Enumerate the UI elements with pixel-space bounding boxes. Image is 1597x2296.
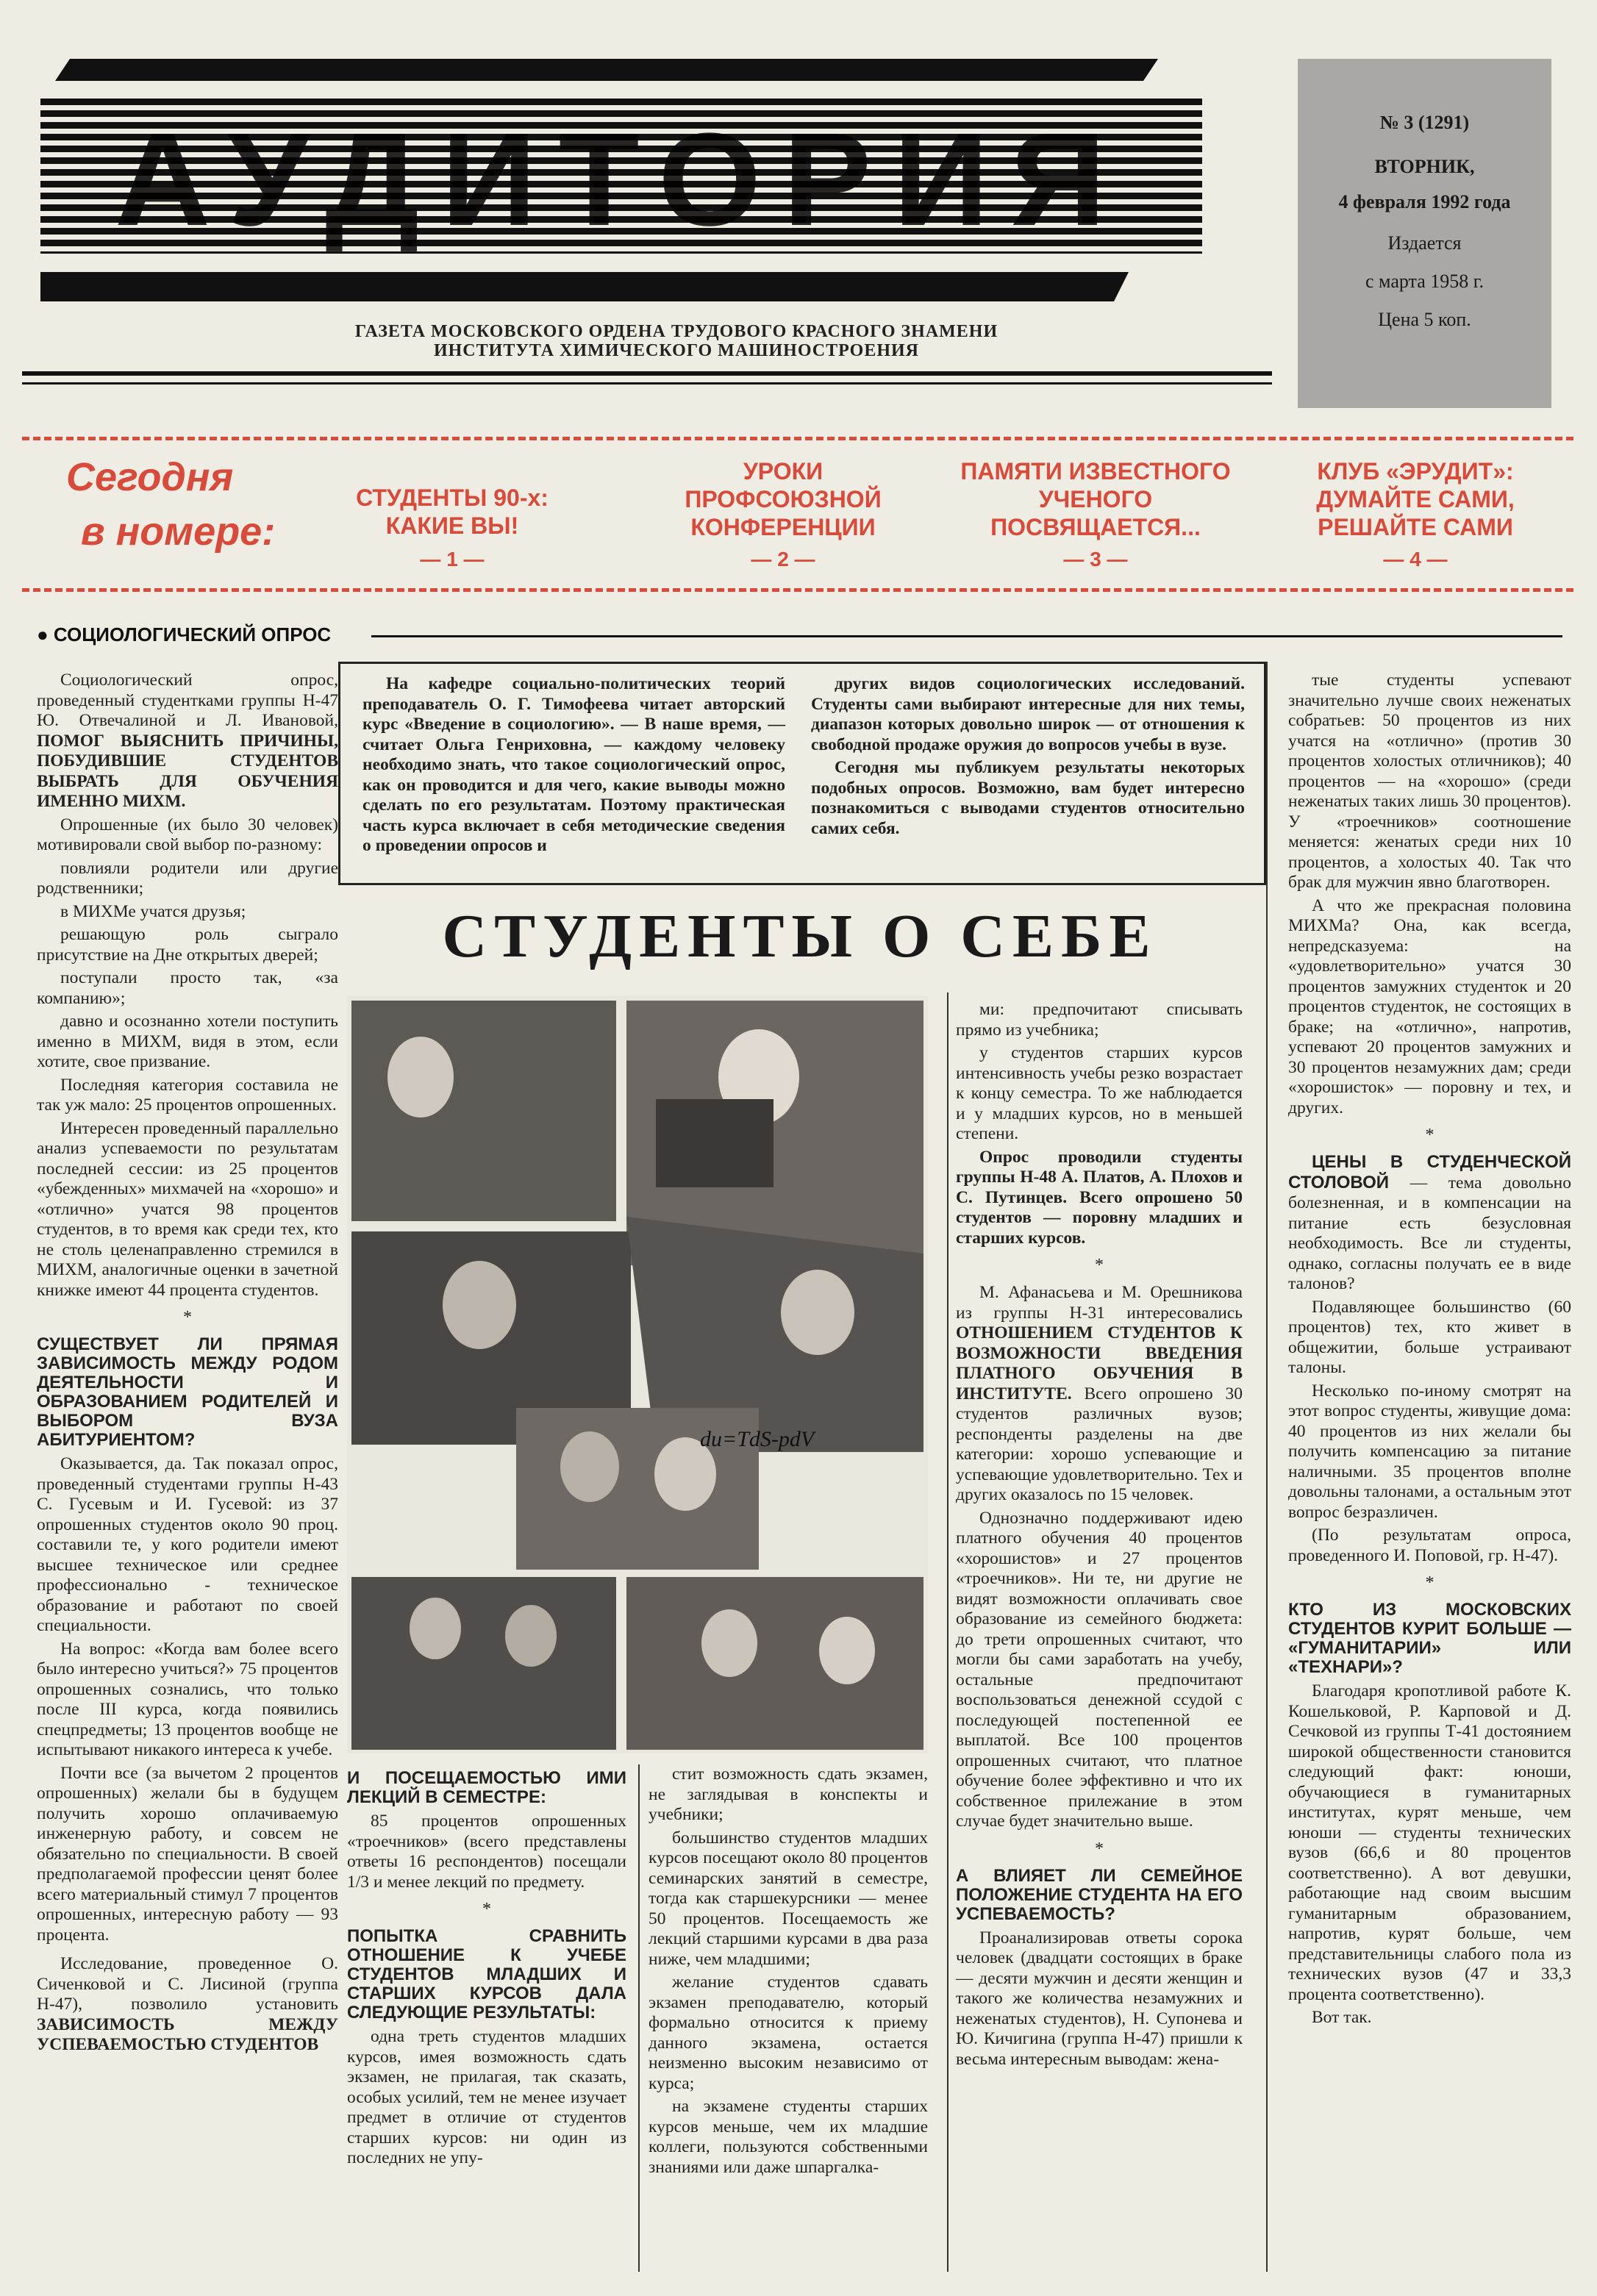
article-text: Подавляющее большинство (60 процентов) тех, кто живет в общежитии, больше устраивают талоны. [1288, 1297, 1571, 1377]
toc-item-2[interactable] [643, 457, 923, 541]
article-text: 85 процентов опрошенных «троечников» (всего представлены ответы 16 респондентов) посещали 1/3 и менее лекций по предмету. [347, 1812, 626, 1892]
published-since-label: Издается [1387, 232, 1462, 254]
section-label: ● СОЦИОЛОГИЧЕСКИЙ ОПРОС [37, 623, 332, 645]
article-text: Опрошенные (их было 30 человек) мотивировали свой выбор по-разному: [37, 815, 338, 854]
article-text: На вопрос: «Когда вам более всего было интересно учиться?» 75 процентов опрошенных сознались, что только после III курса, когда появились спецпредметы; 13 процентов вообще не испытывают никакого интереса к учебе. [37, 1639, 338, 1759]
issue-date: 4 февраля 1992 года [1338, 191, 1511, 212]
article-text: тые студенты успевают значительно лучше своих неженатых собратьев: 50 процентов из них учатся на «отлично» (против 30 процентов холостых отличников); 40 процентов — на «хорошо» (среди неженатых таких лишь 30 процентов). У «троечников» соотношение меняется: женатых среди них 10 процентов, а холостых 40. Так что брак для мужчин явно благотворен. [1288, 670, 1571, 892]
article-text: Интересен проведенный параллельно анализ успеваемости по результатам последней сессии: из 25 процентов «убежденных» михмачей на «хорошо» и «отлично» учатся 98 процентов студентов, в то время как среди тех, кто не столь целенаправленно стремился в МИХМ, аналогичные оценки в зачетной книжке имеют 44 процента студентов. [37, 1118, 338, 1300]
column-4 [956, 1000, 1243, 2073]
intro-left-text [362, 674, 785, 859]
article-text: решающую роль сыграло присутствие на Дне открытых дверей; [37, 925, 338, 965]
article-text: Социологический опрос, проведенный студентками группы Н-47 Ю. Отвечалиной и Л. Ивановой, [37, 670, 338, 730]
column-3 [649, 1764, 928, 2181]
article-text: Вот так. [1312, 2008, 1372, 2027]
section-rule [371, 635, 1562, 637]
article-lead-bold: ЗАВИСИМОСТЬ МЕЖДУ УСПЕВАЕМОСТЬЮ СТУДЕНТОВ [37, 2014, 338, 2054]
toc-item-1[interactable] [312, 484, 592, 540]
intro-text: других видов социологических исследований. Студенты сами выбирают интересные для них темы, диапазон которых довольно широк — от отношения к свободной продаже оружия до вопросов учебы в вузе. [811, 674, 1245, 754]
intro-text: Сегодня мы публикуем результаты некоторых подобных опросов. Возможно, вам будет интересно познакомиться с выводами студентов относительно самих себя. [811, 758, 1245, 838]
article-text: Проанализировав ответы сорока человек (двадцати состоящих в браке — десяти мужчин и десяти женщин и такого же количества незамужних и неженатых студентов), Н. Супонева и Ю. Кичигина (группа Н-47) пришли к весьма интересным выводам: жена- [956, 1928, 1243, 2069]
separator-star: * [1095, 1256, 1104, 1275]
article-text: Благодаря кропотливой работе К. Кошельковой, Р. Карповой и Д. Сечковой из группы Т-41 достоянием широкой общественности становится следующий факт: юноши, обучающиеся в гуманитарных институтах, курят меньше, чем юноши — студенты технических вузов (66,6 и 80 процентов соответственно). А вот девушки, работающие над своим высшим гуманитарным образованием, напротив, курят больше, чем представительницы слабого пола из технических вузов (47 и 33,3 процента соответственно). [1288, 1681, 1571, 2004]
article-text: Почти все (за вычетом 2 процентов опрошенных) желали бы в будущем получить хорошо оплачиваемую инженерную работу, и совсем не обязательно по специальности. В своей предполагаемой профессии ценят более всего материальный стимул 7 процентов опрошенных, интересную работу — 93 процента. [37, 1763, 338, 1945]
toc-item-line: ПОСВЯЩАЕТСЯ... [990, 514, 1201, 540]
article-text: Всего опрошено 30 студентов различных вузов; респонденты разделены на две категории: хорошо успевающие и успевающие удовлетворительно. Тех и других оказалось по 15 человек. [956, 1384, 1243, 1504]
separator-star: * [1095, 1839, 1104, 1859]
article-text: — тема довольно болезненная, и в компенсации на питание есть безусловная необходимость. Все ли студенты, однако, согласны получать ее в виде талонов? [1288, 1173, 1571, 1293]
subtitle-line-2: ИНСТИТУТА ХИМИЧЕСКОГО МАШИНОСТРОЕНИЯ [433, 341, 920, 360]
contents-dashed-rule-bottom [22, 588, 1573, 592]
article-text: у студентов старших курсов интенсивность учебы резко возрастает к концу семестра. То же наблюдается и у младших курсов, но в меньшей степени. [956, 1043, 1243, 1143]
intro-box [338, 662, 1266, 885]
intro-text: На кафедре социально-политических теорий преподаватель О. Г. Тимофеева читает авторский курс «Введение в социологию». — В наше время, — считает Ольга Генриховна, — каждому человеку необходимо знать, что такое социологический опрос, как он проводится и для чего, какие выводы можно сделать по его результатам. Поэтому практическая часть курса включает в себя методические сведения о проведении опросов и [362, 674, 785, 855]
article-text: ми: предпочитают списывать прямо из учебника; [956, 1000, 1243, 1040]
toc-item-line: ПАМЯТИ ИЗВЕСТНОГО [960, 458, 1231, 484]
article-text: на экзамене студенты старших курсов меньше, чем их младшие коллеги, пользуются собственными знаниями или даже шпаргалка- [649, 2097, 928, 2177]
issue-weekday: ВТОРНИК, [1374, 156, 1475, 177]
article-text: (По результатам опроса, проведенного И. Поповой, гр. Н-47). [1288, 1526, 1571, 1565]
toc-page-4: — 4 — [1383, 548, 1448, 571]
article-text: давно и осознанно хотели поступить именно в МИХМ, видя в этом, если хотите, свое призвание. [37, 1012, 338, 1071]
today-line-2: в номере: [81, 509, 276, 554]
article-text: одна треть студентов младших курсов, имея возможность сдать экзамен, не прилагая, так сказать, особых усилий, тем не менее изучает предмет в отличие от студентов старших курсов: ни один из последних не упу- [347, 2027, 626, 2167]
column-divider [947, 993, 948, 2272]
logo-text: АУДИТОРИЯ [115, 106, 1128, 254]
toc-item-line: ДУМАЙТЕ САМИ, [1316, 486, 1515, 512]
masthead-rule [22, 371, 1272, 376]
column-2 [347, 1764, 626, 2172]
toc-item-line: ПРОФСОЮЗНОЙ [685, 486, 882, 512]
column-1 [37, 670, 338, 2059]
article-text: Последняя категория составила не так уж мало: 25 процентов опрошенных. [37, 1075, 338, 1115]
article-text: Исследование, проведенное О. Сиченковой и С. Лисиной (группа Н-47), позволило установить [37, 1954, 338, 2014]
subtitle-line-1: ГАЗЕТА МОСКОВСКОГО ОРДЕНА ТРУДОВОГО КРАСНОГО ЗНАМЕНИ [354, 322, 998, 341]
article-text: в МИХМе учатся друзья; [60, 901, 246, 921]
toc-page-2: — 2 — [751, 548, 815, 571]
subheading: КТО ИЗ МОСКОВСКИХ СТУДЕНТОВ КУРИТ БОЛЬШЕ — «ГУМАНИТАРИИ» ИЛИ «ТЕХНАРИ»? [1288, 1600, 1571, 1677]
article-text: желание студентов сдавать экзамен преподавателю, который формально относится к приему данного экзамена, остается неизменно высоким независимо от курса; [649, 1973, 928, 2093]
column-5 [1288, 670, 1571, 2031]
toc-item-line: КАКИЕ ВЫ! [385, 512, 519, 539]
issue-number: № 3 (1291) [1379, 112, 1470, 133]
intro-right-text [811, 674, 1245, 842]
photo-formula: du=TdS-pdV [700, 1427, 815, 1451]
article-lead-bold: ПОМОГ ВЫЯСНИТЬ ПРИЧИНЫ, ПОБУДИВШИЕ СТУДЕНТОВ ВЫБРАТЬ ДЛЯ ОБУЧЕНИЯ ИМЕННО МИХМ. [37, 731, 338, 811]
issue-info-box [1298, 59, 1551, 408]
column-divider [1266, 662, 1268, 2272]
toc-item-3[interactable] [956, 457, 1235, 541]
separator-star: * [1425, 1126, 1435, 1145]
article-text: поступали просто так, «за компанию»; [37, 968, 338, 1008]
today-in-issue-label [66, 450, 309, 559]
price: Цена 5 коп. [1378, 309, 1471, 330]
article-text: А что же прекрасная половина МИХМа? Она, как всегда, непредсказуема: на «удовлетворительно» учатся 30 процентов замужних студенток и 20 процентов студенток, не состоящих в браке; на «отлично», напротив, успевают 20 процентов замужних и 30 процентов незамужних дам; среди «хорошисток» — поровну и тех, и других. [1288, 895, 1571, 1117]
subheading: А ВЛИЯЕТ ЛИ СЕМЕЙНОЕ ПОЛОЖЕНИЕ СТУДЕНТА НА ЕГО УСПЕВАЕМОСТЬ? [956, 1865, 1243, 1924]
photo-collage [347, 996, 928, 1753]
toc-item-line: РЕШАЙТЕ САМИ [1318, 514, 1513, 540]
article-text: М. Афанасьева и М. Орешникова из группы Н-31 интересовались [956, 1283, 1243, 1323]
subheading: СУЩЕСТВУЕТ ЛИ ПРЯМАЯ ЗАВИСИМОСТЬ МЕЖДУ РОДОМ ДЕЯТЕЛЬНОСТИ И ОБРАЗОВАНИЕМ РОДИТЕЛЕЙ И ВЫБОРОМ ВУЗА АБИТУРИЕНТОМ? [37, 1334, 338, 1450]
article-text: повлияли родители или другие родственники; [37, 858, 338, 898]
article-text: Однозначно поддерживают идею платного обучения 40 процентов «хорошистов» и 27 процентов «троечников». Ни те, ни другие не видят возможности оплачивать свое образование из семейного бюджета: до трети опрошенных считают, что могли бы сами заработать на учебу, остальные предпочитают воспользоваться денежной ссудой с последующей постепенной ее выплатой. Все 100 процентов опрошенных считают, что платное обучение более эффективно и что их собственное прилежание в этом случае будет значительно выше. [956, 1508, 1243, 1831]
newspaper-subtitle [309, 322, 1044, 360]
subheading: ПОПЫТКА СРАВНИТЬ ОТНОШЕНИЕ К УЧЕБЕ СТУДЕНТОВ МЛАДШИХ И СТАРШИХ КУРСОВ ДАЛА СЛЕДУЮЩИЕ РЕЗУЛЬТАТЫ: [347, 1926, 626, 2023]
separator-star: * [482, 1900, 491, 1919]
article-text: Опрос проводили студенты группы Н-48 А. Платов, А. Плохов и С. Путинцев. Всего опрошено 50 студентов — поровну младших и старших курсов. [956, 1147, 1243, 1248]
article-lead-bold: ОТНОШЕНИЕМ СТУДЕНТОВ К ВОЗМОЖНОСТИ ВВЕДЕНИЯ ПЛАТНОГО ОБУЧЕНИЯ В ИНСТИТУТЕ. [956, 1323, 1243, 1403]
article-text: стит возможность сдать экзамен, не заглядывая в конспекты и учебники; [649, 1764, 928, 1824]
subheading: И ПОСЕЩАЕМОСТЬЮ ИМИ ЛЕКЦИЙ В СЕМЕСТРЕ: [347, 1768, 626, 1807]
toc-page-3: — 3 — [1063, 548, 1128, 571]
toc-item-line: КОНФЕРЕНЦИИ [690, 514, 876, 540]
toc-item-line: УРОКИ [743, 458, 823, 484]
contents-dashed-rule-top [22, 437, 1573, 440]
today-line-1: Сегодня [66, 455, 234, 499]
toc-item-line: УЧЕНОГО [1038, 486, 1153, 512]
toc-item-4[interactable] [1276, 457, 1555, 541]
published-since-date: с марта 1958 г. [1365, 271, 1484, 292]
toc-item-line: КЛУБ «ЭРУДИТ»: [1317, 458, 1514, 484]
main-headline: СТУДЕНТЫ О СЕБЕ [442, 902, 1158, 970]
separator-star: * [1425, 1573, 1435, 1592]
article-text: Несколько по-иному смотрят на этот вопрос студенты, живущие дома: 40 процентов из них желали бы получить компенсацию за питание наличными. 35 процентов вполне довольны талонами, а остальным этот вопрос безразличен. [1288, 1381, 1571, 1522]
separator-star: * [183, 1308, 192, 1327]
column-divider [638, 1764, 640, 2272]
subheading: ЦЕНЫ В СТУДЕНЧЕСКОЙ СТОЛОВОЙ [1288, 1152, 1571, 1192]
article-text: большинство студентов младших курсов посещают около 80 процентов семинарских занятий в семестре, тогда как старшекурсники — менее 50 процентов. Посещаемость же лекций старшими курсами в два раза ниже, чем младшими; [649, 1828, 928, 1969]
toc-page-1: — 1 — [420, 548, 485, 571]
toc-item-line: СТУДЕНТЫ 90-х: [356, 484, 549, 511]
article-text: Оказывается, да. Так показал опрос, проведенный студентами группы Н-43 С. Гусевым и И. Гусевой: из 37 опрошенных студентов около 90 проц. составили те, у кого родители имеют высшее техническое или среднее профессионально - техническое образование и работают по своей специальности. [37, 1454, 338, 1635]
masthead-rule-thin [22, 382, 1272, 385]
